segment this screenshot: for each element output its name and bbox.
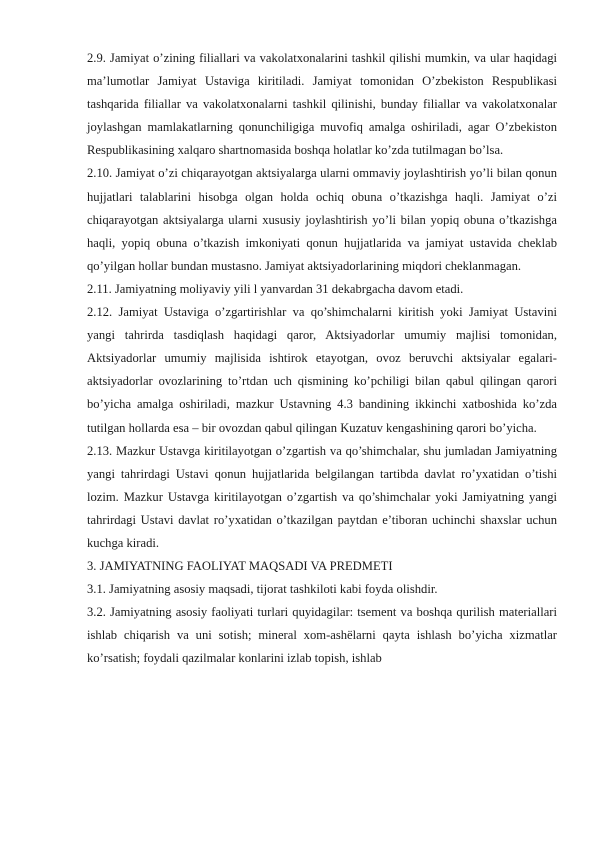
paragraph-3-1: 3.1. Jamiyatning asosiy maqsadi, tijorat tashkiloti kabi foyda olishdir. <box>87 582 438 597</box>
section-heading: 3. JAMIYATNING FAOLIYAT MAQSADI VA PREDMETI <box>87 559 393 574</box>
paragraph-2-10: 2.10. Jamiyat o’zi chiqarayotgan aktsiyalarga ularni ommaviy joylashtirish yo’li bilan qonun hujjatlari talablarini hisobga olgan holda ochiq obuna o’tkazishga haqli. Jamiyat o’zi chiqarayotgan aktsiyalarga ularni xususiy joylashtirish yo’li bilan yopiq obuna o’tkazishga haqli, yopiq obuna o’tkazish imkoniyati qonun hujjatlarida va jamiyat ustavida cheklab qo’yilgan hollar bundan mustasno. Jamiyat aktsiyadorlarining miqdori cheklanmagan. <box>87 166 557 273</box>
paragraph-2-12: 2.12. Jamiyat Ustaviga o’zgartirishlar va qo’shimchalarni kiritish yoki Jamiyat Ustavini yangi tahrirda tasdiqlash haqidagi qaror, Aktsiyadorlar umumiy majlisi tomonidan, Aktsiyadorlar umumiy majlisida ishtirok etayotgan, ovoz beruvchi aktsiyalar egalari-aktsiyadorlar ovozlarining to’rtdan uch qismining ko’pchiligi bilan qabul qilingan qarori bo’yicha amalga oshiriladi, mazkur Ustavning 4.3 bandining ikkinchi xatboshida ko’zda tutilgan hollarda esa – bir ovozdan qabul qilingan Kuzatuv kengashining qarori bo’yicha. <box>87 305 557 435</box>
paragraph-3-2: 3.2. Jamiyatning asosiy faoliyati turlari quyidagilar: tsement va boshqa qurilish materiallari ishlab chiqarish va uni sotish; mineral xom-ashёlarni qayta ishlash bo’yicha xizmatlar ko’rsatish; foydali qazilmalar konlarini izlab topish, ishlab <box>87 605 557 666</box>
paragraph-2-11: 2.11. Jamiyatning moliyaviy yili l yanvardan 31 dekabrgacha davom etadi. <box>87 281 464 296</box>
document-body <box>87 47 557 671</box>
paragraph-2-13: 2.13. Mazkur Ustavga kiritilayotgan o’zgartish va qo’shimchalar, shu jumladan Jamiyatning yangi tahrirdagi Ustavi qonun hujjatlarida belgilangan tartibda davlat ro’yxatidan o’tishi lozim. Mazkur Ustavga kiritilayotgan o’zgartish va qo’shimchalar yoki Jamiyatning yangi tahrirdagi Ustavi davlat ro’yxatidan o’tkazilgan paytdan e’tiboran uchinchi shaxslar uchun kuchga kiradi. <box>87 443 557 550</box>
paragraph-2-9: 2.9. Jamiyat o’zining filiallari va vakolatxonalarini tashkil qilishi mumkin, va ular haqidagi ma’lumotlar Jamiyat Ustaviga kiritiladi. Jamiyat tomonidan O’zbekiston Respublikasi tashqarida filiallar va vakolatxonalarni tashkil qilinishi, bunday filiallar va vakolatxonalar joylashgan mamlakatlarning qonunchiligiga muvofiq amalga oshiriladi, agar O’zbekiston Respublikasining xalqaro shartnomasida boshqa holatlar ko’zda tutilmagan bo’lsa. <box>87 51 557 158</box>
